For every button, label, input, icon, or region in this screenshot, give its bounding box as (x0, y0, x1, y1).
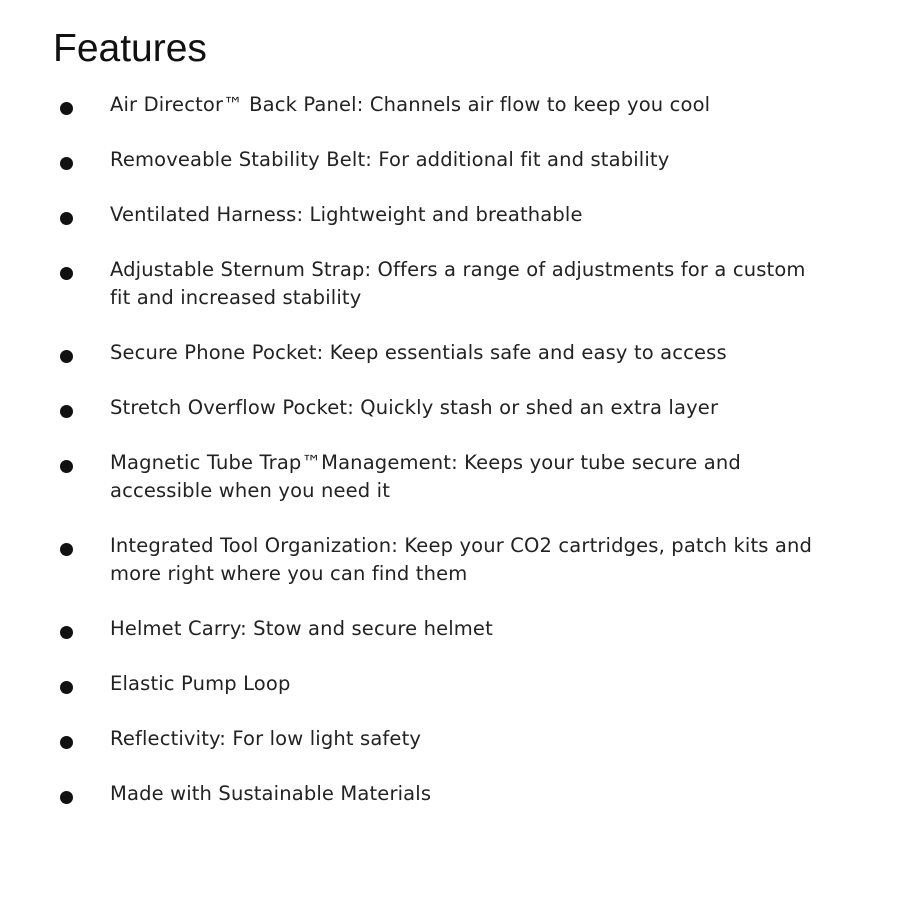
feature-text: Secure Phone Pocket: Keep essentials safe and easy to access (110, 341, 727, 364)
list-item (0, 394, 830, 422)
list-item (0, 670, 830, 698)
bullet-icon (60, 626, 73, 639)
list-item (0, 146, 830, 174)
bullet-icon (60, 460, 73, 473)
feature-list (0, 91, 900, 835)
feature-text: Magnetic Tube Trap™Management: Keeps your tube secure and accessible when you need it (110, 451, 741, 502)
feature-text: Adjustable Sternum Strap: Offers a range of adjustments for a custom fit and increased stability (110, 258, 806, 309)
feature-text: Ventilated Harness: Lightweight and breathable (110, 203, 583, 226)
list-item (0, 449, 830, 505)
bullet-icon (60, 405, 73, 418)
list-item (0, 615, 830, 643)
bullet-icon (60, 212, 73, 225)
feature-text: Integrated Tool Organization: Keep your CO2 cartridges, patch kits and more right where you can find them (110, 534, 813, 585)
list-item (0, 201, 830, 229)
bullet-icon (60, 102, 73, 115)
list-item (0, 725, 830, 753)
feature-text: Reflectivity: For low light safety (110, 727, 422, 750)
feature-text: Air Director™ Back Panel: Channels air flow to keep you cool (110, 93, 711, 116)
feature-text: Made with Sustainable Materials (110, 782, 432, 805)
bullet-icon (60, 543, 73, 556)
list-item (0, 780, 830, 808)
bullet-icon (60, 681, 73, 694)
bullet-icon (60, 736, 73, 749)
list-item (0, 91, 830, 119)
bullet-icon (60, 267, 73, 280)
bullet-icon (60, 350, 73, 363)
feature-text: Removeable Stability Belt: For additional fit and stability (110, 148, 670, 171)
feature-text: Elastic Pump Loop (110, 672, 291, 695)
bullet-icon (60, 791, 73, 804)
feature-text: Helmet Carry: Stow and secure helmet (110, 617, 493, 640)
feature-text: Stretch Overflow Pocket: Quickly stash or shed an extra layer (110, 396, 719, 419)
bullet-icon (60, 157, 73, 170)
list-item (0, 532, 830, 588)
page-title: Features (53, 27, 207, 70)
list-item (0, 256, 830, 312)
list-item (0, 339, 830, 367)
